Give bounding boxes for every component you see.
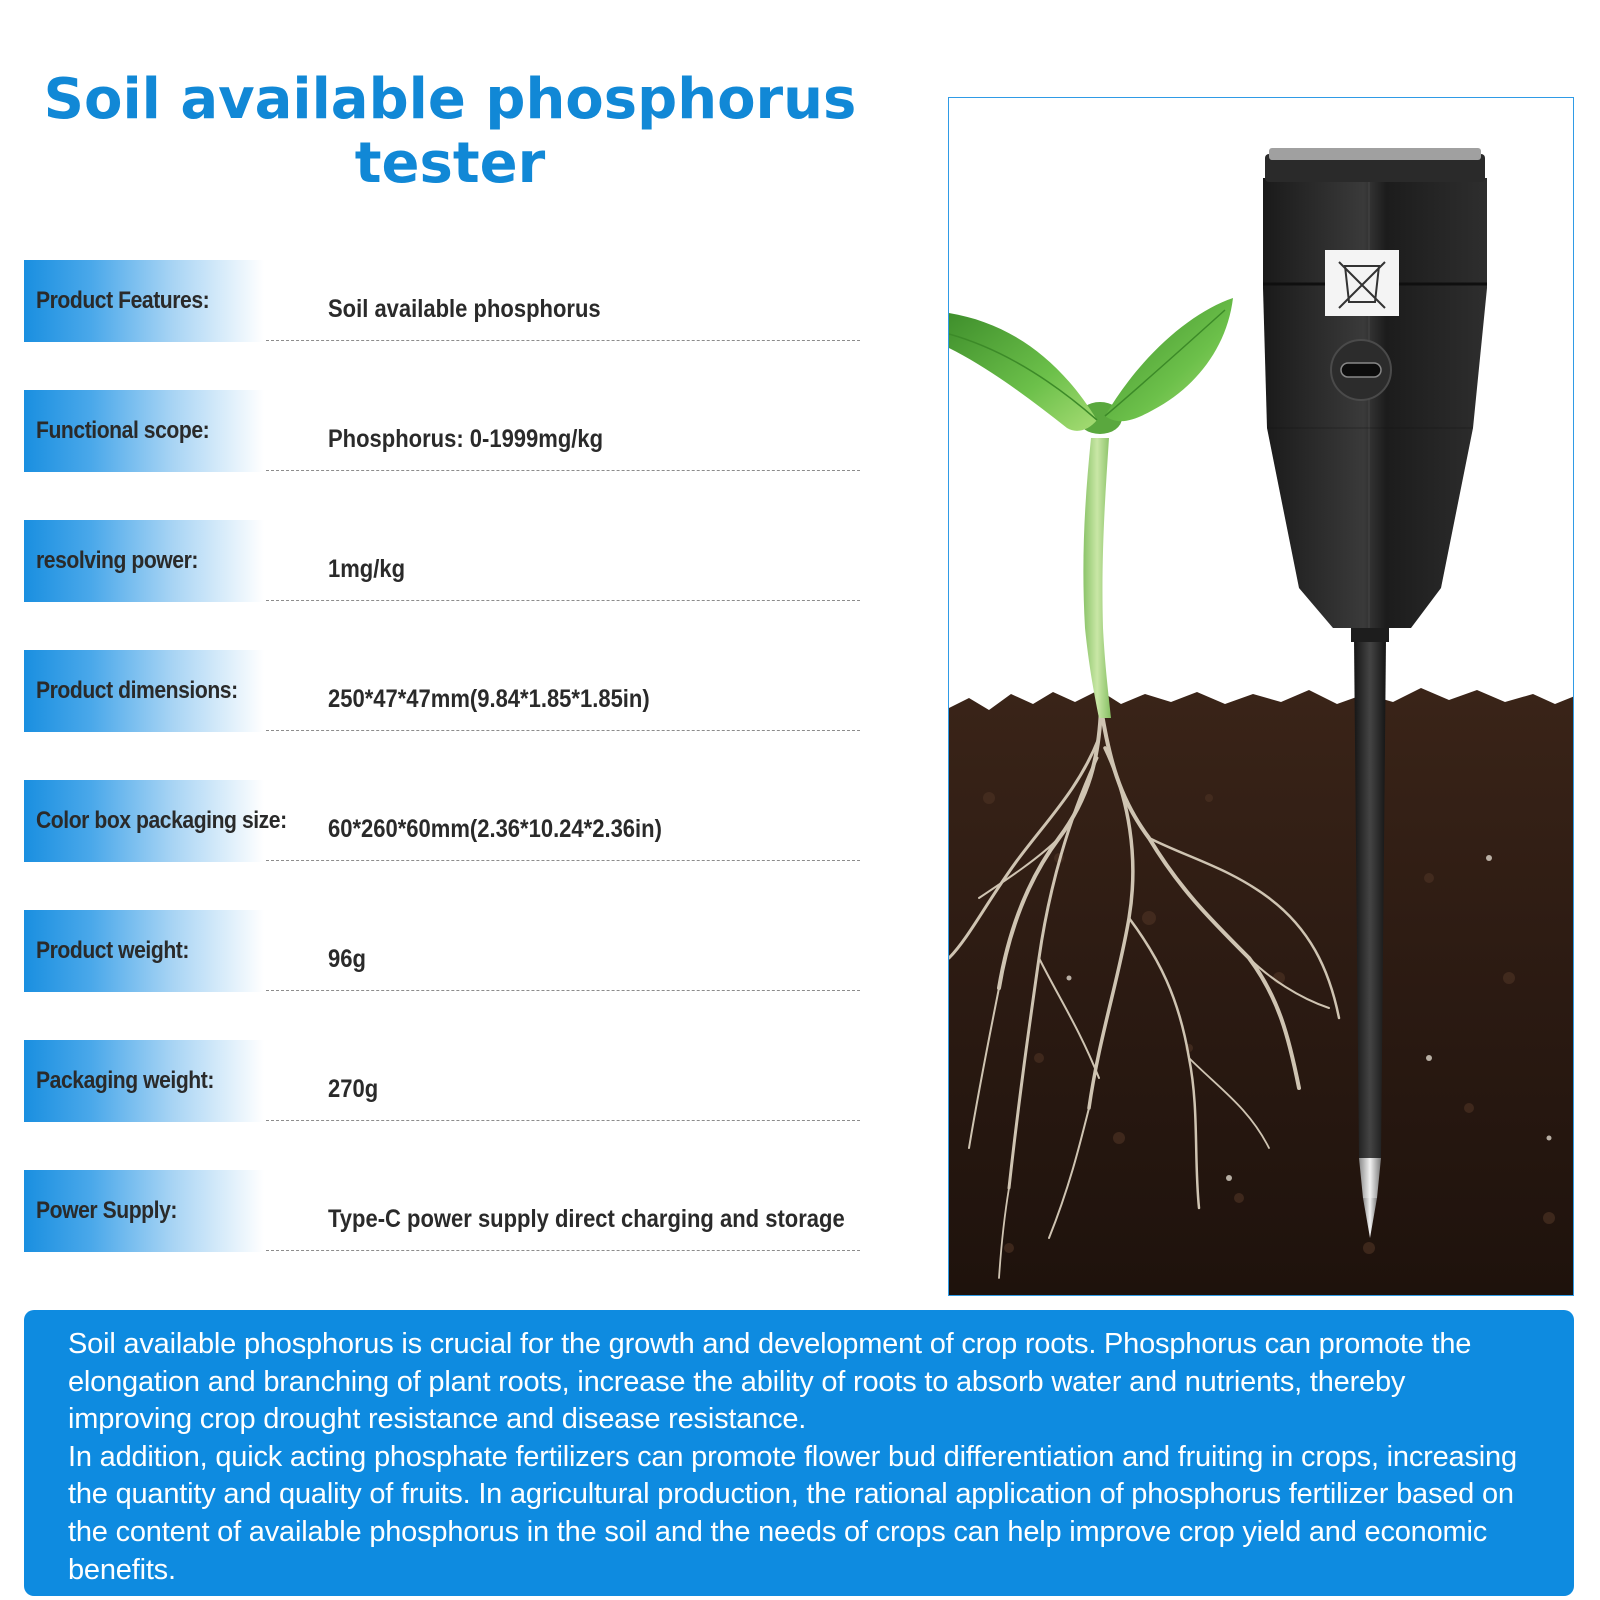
device-body [1263,178,1487,628]
dashed-divider [266,860,860,861]
spec-row-power-supply [24,1170,884,1252]
soil [949,688,1574,1296]
spec-row-packaging-weight [24,1040,884,1122]
left-leaf [949,313,1097,431]
spec-row-product-features [24,260,884,342]
product-illustration [949,98,1574,1296]
dashed-divider [266,990,860,991]
spec-row-functional-scope [24,390,884,472]
spec-row-product-dimensions [24,650,884,732]
spec-label: resolving power: [36,547,198,574]
page-title: Soil available phosphorus tester [43,67,857,196]
product-photo [948,97,1574,1296]
spec-row-packaging-size [24,780,884,862]
spec-label: Functional scope: [36,417,210,444]
spec-row-product-weight [24,910,884,992]
spec-value: Soil available phosphorus [328,295,601,323]
spec-label: Color box packaging size: [36,807,287,834]
spec-label: Product weight: [36,937,189,964]
plant-stem [1083,438,1111,718]
spec-label: Packaging weight: [36,1067,214,1094]
description-paragraph-1: Soil available phosphorus is crucial for the growth and development of crop roots. Phosphorus can promote the elongation and branching of plant roots, increase the ability of roots to absorb water and nutrients, thereby improving crop drought resistance and disease resistance. [68,1328,1472,1436]
spec-value: Phosphorus: 0-1999mg/kg [328,425,604,453]
device-cap-top [1269,148,1481,160]
spec-value: 1mg/kg [328,555,406,583]
dashed-divider [266,1250,860,1251]
spec-label: Power Supply: [36,1197,177,1224]
spec-label: Product Features: [36,287,210,314]
dashed-divider [266,470,860,471]
dashed-divider [266,600,860,601]
probe-collar [1351,628,1389,642]
dashed-divider [266,1120,860,1121]
device-probe [1354,638,1386,1158]
spec-value: Type-C power supply direct charging and storage [328,1205,845,1233]
spec-value: 60*260*60mm(2.36*10.24*2.36in) [328,815,662,843]
spec-value: 96g [328,945,366,973]
description-box [24,1310,1574,1596]
spec-value: 250*47*47mm(9.84*1.85*1.85in) [328,685,650,713]
dashed-divider [266,730,860,731]
type-c-port-icon [1331,340,1391,400]
spec-row-resolving-power [24,520,884,602]
description-paragraph-2: In addition, quick acting phosphate fertilizers can promote flower bud differentiation and fruiting in crops, increasing the quantity and quality of fruits. In agricultural production, the rational application of phosphorus fertilizer based on the content of available phosphorus in the soil and the needs of crops can help improve crop yield and economic benefits. [68,1440,1517,1586]
spec-value: 270g [328,1075,379,1103]
dashed-divider [266,340,860,341]
spec-label: Product dimensions: [36,677,238,704]
crossed-bin-icon [1325,250,1399,316]
